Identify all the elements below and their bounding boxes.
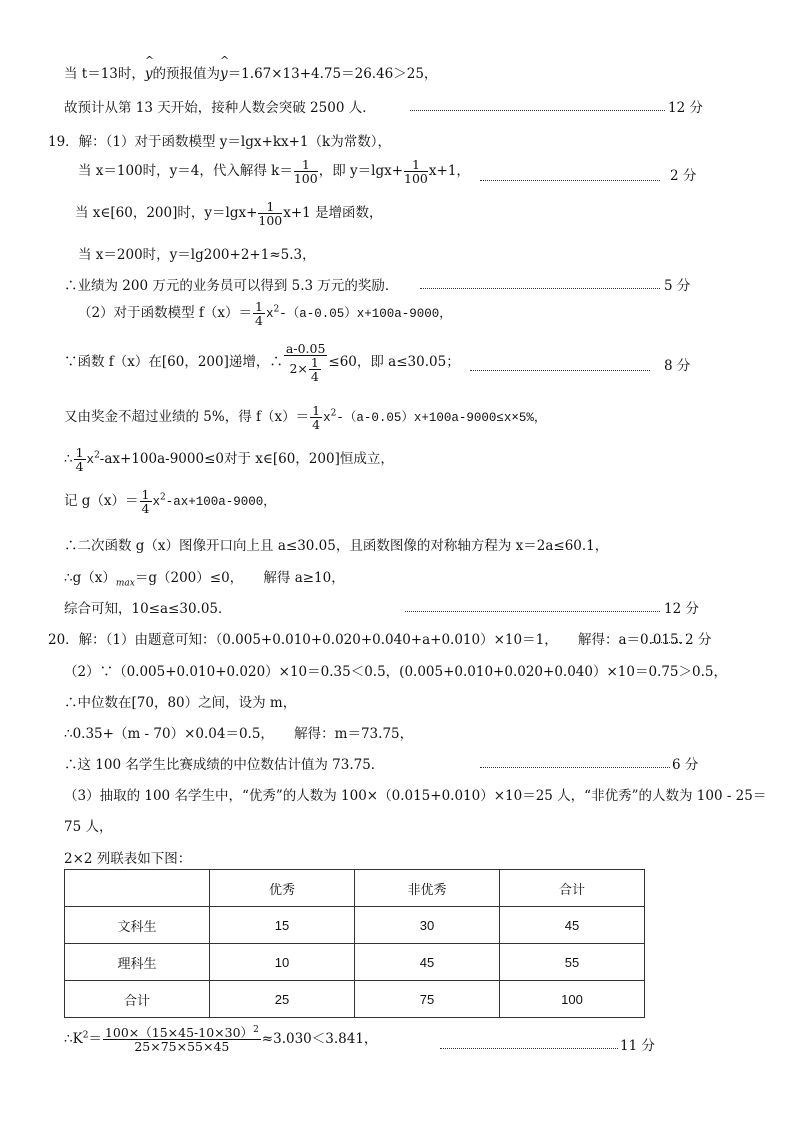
dotted-leader <box>480 180 660 181</box>
fraction: $\frac{1}{100}$ <box>293 157 318 187</box>
table-row <box>65 981 645 1018</box>
fraction: $\frac{1}{100}$ <box>258 199 283 229</box>
line-19: ∴0.35+（m - 70）×0.04＝0.5， 解得：m＝73.75， <box>64 726 414 742</box>
fraction: $\frac{100\times(15\times 45-10\times 30)^2}{25\times 75\times 55\times 45}$ <box>104 1025 259 1055</box>
text: ∵函数 f（x）在[60，200]递增，∴ <box>64 354 283 371</box>
line-6: 当 x＝200时，y＝lg200+2+1≈5.3， <box>78 247 316 263</box>
table-cell: 理科生 <box>65 944 210 981</box>
table-cell: 10 <box>210 944 355 981</box>
dotted-leader <box>480 767 670 768</box>
text: -（a-0.05）x+100a-9000≤x×5%， <box>336 411 547 426</box>
text: ∴g（x） <box>64 570 116 586</box>
score-label: 2 分 <box>670 168 697 184</box>
text: （2）对于函数模型 f（x）＝ <box>78 305 252 322</box>
line-21: （3）抽取的 100 名学生中，“优秀”的人数为 100×（0.015+0.010）×10＝25 人，“非优秀”的人数为 100 - 25＝ <box>64 788 767 804</box>
score-label: 5 分 <box>664 278 691 294</box>
line-10 <box>64 404 546 431</box>
exponent: 2 <box>160 492 166 503</box>
line-5 <box>75 200 383 227</box>
fraction: $\frac{1}{4}$ <box>310 355 319 385</box>
text: -（a-0.05）x+100a-9000， <box>279 307 452 322</box>
table-cell: 15 <box>210 907 355 944</box>
table-cell <box>65 870 210 907</box>
line-12 <box>64 488 276 515</box>
fraction: $\frac{1}{4}$ <box>75 445 84 475</box>
dotted-leader <box>440 1048 618 1049</box>
text: 又由奖金不超过业绩的 5%，得 f（x）＝ <box>64 409 310 426</box>
exponent: 2 <box>330 408 337 419</box>
line-24 <box>64 1026 377 1053</box>
text: ＝g（200）≤0， 解得 a≥10， <box>134 570 345 586</box>
table-cell: 25 <box>210 981 355 1018</box>
table-cell: 30 <box>355 907 500 944</box>
table-cell: 45 <box>500 907 645 944</box>
line-11 <box>64 446 394 473</box>
exponent: 2 <box>82 1030 89 1041</box>
text: 当 t＝13时， <box>64 66 145 82</box>
line-4 <box>78 158 470 185</box>
exponent: 2 <box>273 304 280 315</box>
table-row <box>65 944 645 981</box>
table-cell: 45 <box>355 944 500 981</box>
table-cell: 优秀 <box>210 870 355 907</box>
table-cell: 合计 <box>500 870 645 907</box>
score-label: 2 分 <box>685 632 712 648</box>
text: ＝1.67×13+4.75＝26.46＞25， <box>227 66 438 82</box>
q20-title: 20．解：（1）由题意可知：（0.005+0.010+0.020+0.040+a+0.010）×10＝1， 解得：a＝0.015． <box>48 632 693 648</box>
text: ∴K <box>64 1031 83 1048</box>
text: x <box>323 411 331 426</box>
score-label: 11 分 <box>620 1038 655 1054</box>
text: ＝ <box>88 1031 102 1048</box>
q19-title: 19．解：（1）对于函数模型 y＝lgx+kx+1（k为常数）， <box>48 134 391 150</box>
table-cell: 合计 <box>65 981 210 1018</box>
text: -ax+100a-9000≤0对于 x∈[60，200]恒成立， <box>99 451 394 468</box>
line-8 <box>78 300 452 327</box>
line-14 <box>64 566 345 589</box>
text: 的预报值为 <box>152 66 221 82</box>
line-18: ∴中位数在[70，80）之间，设为 m， <box>64 695 297 711</box>
fraction: $\frac{1}{4}$ <box>255 299 263 329</box>
table-row <box>65 907 645 944</box>
line-13: ∴二次函数 g（x）图像开口向上且 a≤30.05，且函数图像的对称轴方程为 x＝2a≤60.1， <box>64 538 609 554</box>
score-label: 12 分 <box>668 100 703 116</box>
text: ≈3.030＜3.841， <box>261 1031 378 1048</box>
score-label: 12 分 <box>664 601 699 617</box>
text: ≤60，即 a≤30.05； <box>328 354 460 371</box>
table-cell: 75 <box>355 981 500 1018</box>
dotted-leader <box>420 288 660 289</box>
line-9 <box>64 342 460 383</box>
contingency-table <box>64 869 645 1018</box>
line-2: 故预计从第 13 天开始，接种人数会突破 2500 人． <box>64 100 376 116</box>
score-label: 6 分 <box>672 757 699 773</box>
text: x <box>152 495 161 510</box>
line-7: ∴业绩为 200 万元的业务员可以得到 5.3 万元的奖励． <box>64 278 399 294</box>
dotted-leader <box>405 611 660 612</box>
text: 记 g（x）＝ <box>64 493 139 510</box>
text: ，即 y＝lgx+ <box>318 163 404 180</box>
table-cell: 文科生 <box>65 907 210 944</box>
text: -ax+100a-9000， <box>165 495 276 510</box>
text: 当 x＝100时，y＝4，代入解得 k＝ <box>78 163 293 180</box>
table-cell: 55 <box>500 944 645 981</box>
exponent: 2 <box>94 450 100 461</box>
fraction: a-0.05 2× $\frac{1}{4}$ <box>285 341 326 385</box>
dotted-leader <box>470 370 650 371</box>
text: x+1， <box>428 163 470 180</box>
text: 当 x∈[60，200]时，y＝lgx+ <box>75 205 258 222</box>
text: x+1 是增函数， <box>283 205 383 222</box>
line-23: 2×2 列联表如下图： <box>64 851 192 867</box>
table-cell: 非优秀 <box>355 870 500 907</box>
dotted-leader <box>410 110 665 111</box>
fraction: $\frac{1}{100}$ <box>404 157 428 187</box>
dotted-leader <box>652 642 682 643</box>
fraction: $\frac{1}{4}$ <box>141 487 150 517</box>
line-15: 综合可知，10≤a≤30.05． <box>64 601 232 617</box>
text: x <box>86 453 95 468</box>
table-cell: 100 <box>500 981 645 1018</box>
text: x <box>265 307 274 322</box>
text: ∴ <box>64 451 73 468</box>
line-1 <box>64 62 437 82</box>
table-header-row <box>65 870 645 907</box>
line-22: 75 人， <box>64 819 113 835</box>
fraction: $\frac{1}{4}$ <box>312 403 321 433</box>
y-hat: ^ y <box>220 66 228 82</box>
line-17: （2）∵（0.005+0.010+0.020）×10＝0.35＜0.5，(0.005+0.010+0.020+0.040）×10＝0.75＞0.5， <box>64 664 727 680</box>
subscript: max <box>115 578 135 589</box>
score-label: 8 分 <box>664 358 691 374</box>
y-hat: ^ y <box>145 66 153 82</box>
line-20: ∴这 100 名学生比赛成绩的中位数估计值为 73.75． <box>64 757 385 773</box>
